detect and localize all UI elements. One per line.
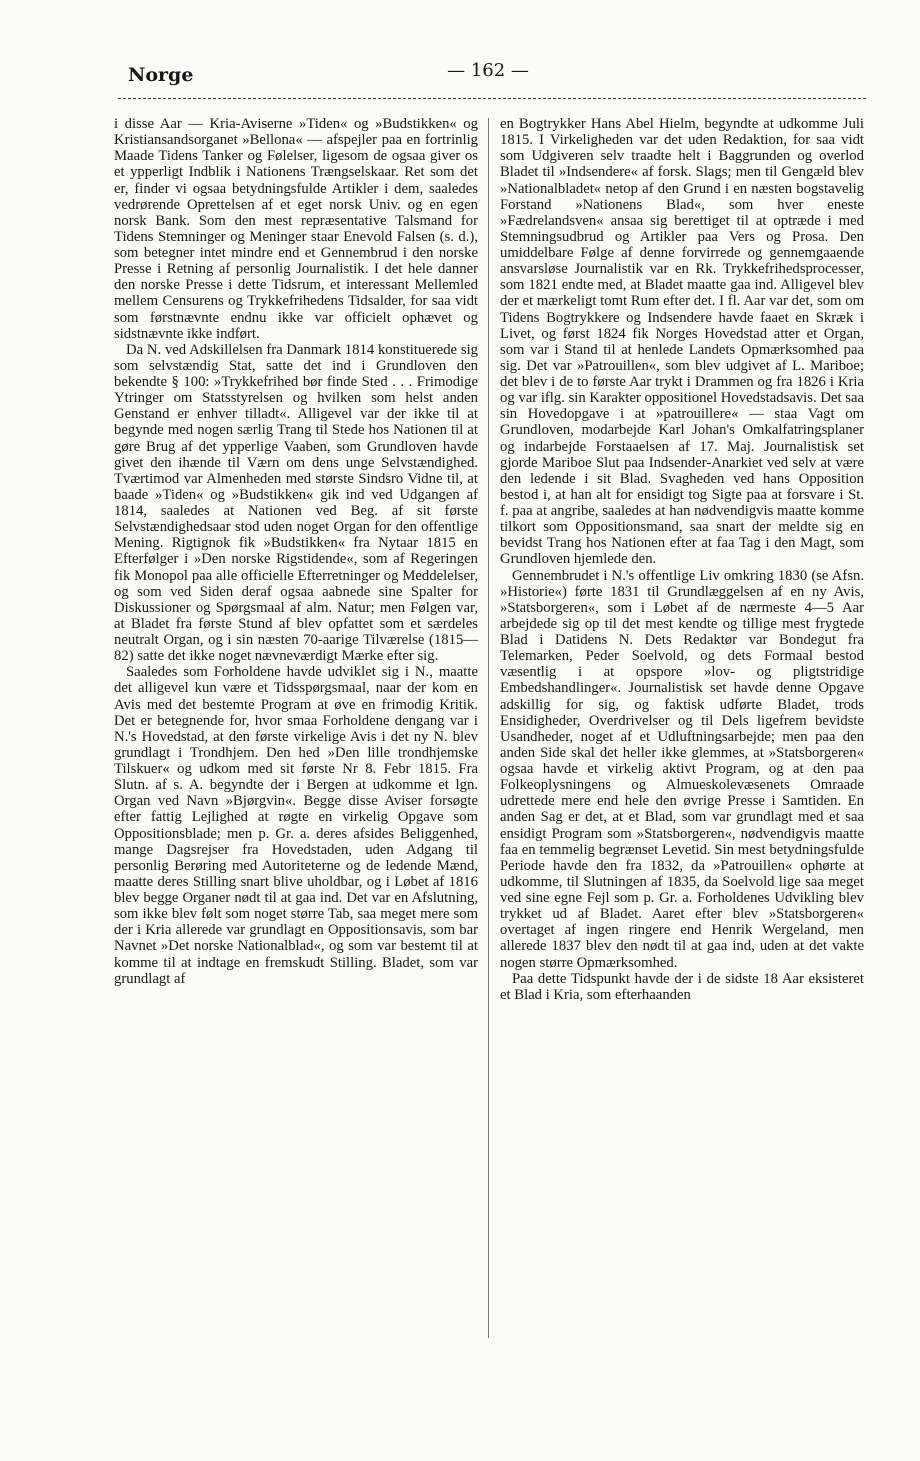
left-column	[114, 116, 478, 987]
paragraph: Da N. ved Adskillelsen fra Danmark 1814 konstituerede sig som selvstændig Stat, satte det ind i Grundloven den bekendte § 100: »Trykkefrihed bør finde Sted . . . Frimodige Ytringer om Statsstyrelsen og hvilken som helst anden Genstand er enhver tilladt«. Alligevel var der ikke til at begynde med nogen særlig Trang til Stede hos Nationen til at gøre Brug af det ypperlige Vaaben, som Grundloven havde givet den ihænde til Værn om dens unge Selvstændighed. Tværtimod var Almenheden med største Sindsro Vidne til, at baade »Tiden« og »Budstikken« gik ind ved Udgangen af 1814, saaledes at Nationen ved Beg. af sit første Selvstændighedsaar stod uden noget Organ for den offentlige Mening. Rigtignok fik »Budstikken« fra Nytaar 1815 en Efterfølger i »Den norske Rigstidende«, som af Regeringen fik Monopol paa alle officielle Efterretninger og Meddelelser, og som ved Siden deraf ogsaa aabnede sine Spalter for Diskussioner og Spørgsmaal af alm. Natur; men Følgen var, at Bladet fra første Stund af blev opfattet som et særdeles neutralt Organ, og i sin næsten 70-aarige Tilværelse (1815—82) satte det ikke noget nævneværdigt Mærke efter sig.	[114, 341, 478, 665]
page-header	[112, 60, 864, 90]
paragraph: i disse Aar — Kria-Aviserne »Tiden« og »Budstikken« og Kristiansandsorganet »Bellona« — afspejler paa en fortrinlig Maade Tidens Tanker og Følelser, ligesom de ogsaa giver os et ypperligt Indblik i Nationens Trængselskaar. Ret som det er, finder vi ogsaa betydningsfulde Artikler i dem, saaledes vedrørende Oprettelsen af et eget norsk Univ. og en egen norsk Bank. Som den mest repræsentative Talsmand for Tidens Stemninger og Meninger staar Enevold Falsen (s. d.), som betegner intet mindre end et Gennembrud i den norske Presse i Retning af personlig Journalistik. I det hele danner den norske Presse i dette Tidsrum, et interessant Mellemled mellem Censurens og Trykkefrihedens Tidsalder, for saa vidt som førstnævnte endnu ikke var officielt ophævet og sidstnævnte ikke indført.	[114, 116, 478, 342]
right-column	[500, 116, 864, 1003]
paragraph: Saaledes som Forholdene havde udviklet sig i N., maatte det alligevel kun være et Tidsspørgsmaal, naar der kom en Avis med det bestemte Program at øve en frimodig Kritik. Det er betegnende for, hvor smaa Forholdene dengang var i N.'s Hovedstad, at den første virkelige Avis i det ny N. blev grundlagt i Trondhjem. Den hed »Den lille trondhjemske Tilskuer« og udkom med sit første Nr 8. Febr 1815. Fra Slutn. af s. A. begyndte der i Bergen at udkomme et lgn. Organ ved Navn »Bjørgvin«. Begge disse Aviser forsøgte efter fattig Lejlighed at røgte en virkelig Opgave som Oppositionsblade; men p. Gr. a. deres afsides Beliggenhed, mange Dagsrejser fra Hovedstaden, uden Adgang til personlig Berøring med Autoriteterne og de ledende Mænd, maatte deres Stilling snart blive uholdbar, og i Løbet af 1816 blev begge Organer nødt til at gaa ind. Det var en Afslutning, som ikke blev følt som noget større Tab, saa meget mere som der i Kria allerede var grundlagt en Oppositionsavis, som bar Navnet »Det norske Nationalblad«, og som var bestemt til at komme til at indtage en fremskudt Stilling. Bladet, som var grundlagt af	[114, 664, 478, 987]
paragraph: en Bogtrykker Hans Abel Hielm, begyndte at udkomme Juli 1815. I Virkeligheden var det uden Redaktion, for saa vidt som Udgiveren selv traadte helt i Baggrunden og overlod Bladet til »Indsendere« af forsk. Slags; men til Gengæld blev »Nationalbladet« netop af den Grund i en næsten bogstavelig Forstand »Nationens Blad«, som hver eneste »Fædrelandsven« ansaa sig berettiget til at optræde i med Stemningsudbrud og Artikler paa Vers og Prosa. Den umiddelbare Følge af denne forvirrede og gennemgaaende ansvarsløse Journalistik var en Rk. Trykkefrihedsprocesser, som 1821 endte med, at Bladet maatte gaa ind. Alligevel blev der et mærkeligt tomt Rum efter det. I fl. Aar var det, som om Tidens Bogtrykkere og Indsendere havde faaet en Skræk i Livet, og først 1824 fik Norges Hovedstad atter et Organ, som var i Stand til at henlede Landets Opmærksomhed paa sig. Det var »Patrouillen«, som blev udgivet af L. Mariboe; det blev i de to første Aar trykt i Drammen og fra 1826 i Kria og var iflg. sin Karakter oppositionel Hovedstadsavis. Det saa sin Hovedopgave i at »patrouillere« — staa Vagt om Grundloven, modarbejde Karl Johan's Omkalfatringsplaner og indarbejde Forstaaelsen af 17. Maj. Journalistisk set gjorde Mariboe Slut paa Indsender-Anarkiet ved selv at være den ledende i sit Blad. Svagheden ved hans Opposition bestod i, at han alt for ensidigt tog Sigte paa at forsvare i St. f. paa at angribe, saaledes at han nødvendigvis maatte komme tilkort som Oppositionsmand, saa snart der meldte sig en bevidst Trang hos Nationen efter at faa Tag i den Magt, som Grundloven hjemlede den.	[500, 116, 864, 568]
header-rule	[118, 98, 866, 99]
paragraph: Paa dette Tidspunkt havde der i de sidste 18 Aar eksisteret et Blad i Kria, som efterhaanden	[500, 970, 864, 1003]
column-divider	[488, 118, 489, 1338]
page-number: — 162 —	[447, 60, 529, 81]
section-title: Norge	[128, 64, 194, 86]
paragraph: Gennembrudet i N.'s offentlige Liv omkring 1830 (se Afsn. »Historie«) førte 1831 til Grundlæggelsen af en ny Avis, »Statsborgeren«, som i Løbet af de nærmeste 4—5 Aar arbejdede sig op til det mest kendte og tillige mest frygtede Blad i Datidens N. Dets Redaktør var Bondegut fra Telemarken, Peder Soelvold, og dets Formaal bestod væsentlig i at opspore »lov- og pligtstridige Embedshandlinger«. Journalistisk set havde denne Opgave adskillig for sig, og faktisk udførte Bladet, trods Ensidigheder, Overdrivelser og til Dels ligefrem bevidste Usandheder, noget af et Udluftningsarbejde; men paa den anden Side skal det heller ikke glemmes, at »Statsborgeren« ogsaa havde et virkelig aktivt Program, og at den paa Folkeoplysningens og Almueskolevæsenets Omraade udrettede mere end hele den øvrige Presse i Samtiden. En anden Sag er det, at et Blad, som var grundlagt med et saa ensidigt Program som »Statsborgeren«, nødvendigvis maatte faa en temmelig begrænset Levetid. Sin mest betydningsfulde Periode havde den fra 1832, da »Patrouillen« ophørte at udkomme, til Slutningen af 1835, da Soelvold lige saa meget ved sine egne Fejl som p. Gr. a. Forholdenes Udvikling blev trykket ud af Bladet. Aaret efter blev »Statsborgeren« overtaget af ingen ringere end Henrik Wergeland, men allerede 1837 blev den nødt til at gaa ind, uden at det vakte nogen større Opmærksomhed.	[500, 567, 864, 971]
